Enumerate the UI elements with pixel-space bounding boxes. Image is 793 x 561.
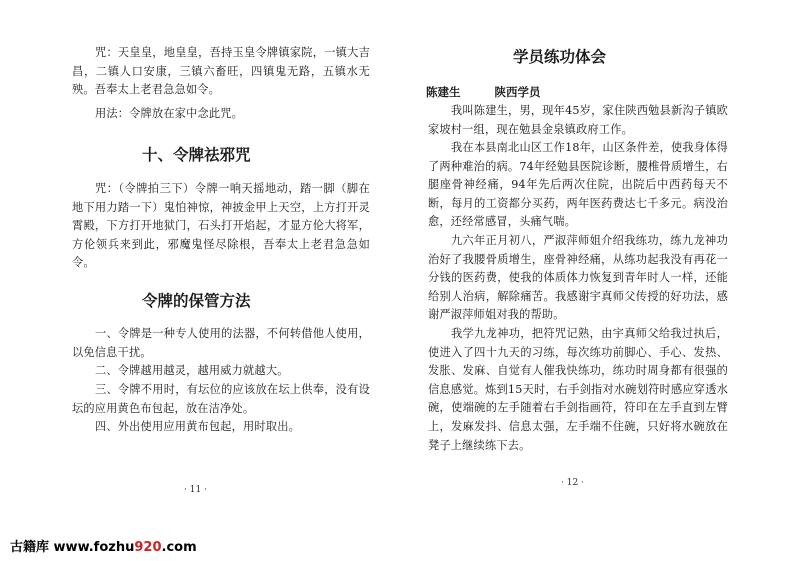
incantation-text-2: 咒：（令牌拍三下）令牌一响天摇地动，踏一脚（脚在地下用力踏一下）鬼怕神惊，神披金甲上天空，上方打开灵霄殿，下方打开地狱门，石头打开焰起，才显方伦大将军，方伦领兵来到此，邪魔鬼怪尽除根，吾奉太上老君急急如令。 — [72, 182, 370, 270]
storage-title: 令牌的保管方法 — [142, 291, 251, 310]
author-line — [426, 84, 541, 100]
section-10-title: 十、令牌祛邪咒 — [142, 145, 251, 164]
right-page — [397, 0, 793, 520]
left-page — [0, 0, 396, 520]
testimonial-title: 学员练功体会 — [513, 47, 607, 66]
rule-1: 一、令牌是一种专人使用的法器，不何转借他人使用，以免信息干扰。 — [72, 327, 370, 359]
right-page-number: · 12 · — [561, 478, 584, 488]
site-watermark — [10, 536, 197, 555]
usage-text: 用法：令牌放在家中念此咒。 — [95, 107, 244, 120]
incantation-text-1: 咒：天皇皇，地皇皇，吾持玉皇令牌镇家院，一镇大吉昌，二镇人口安康，三镇六畜旺，四镇鬼无路，五镇水无殃。吾奉太上老君急急如令。 — [72, 46, 370, 97]
left-page-number: · 11 · — [184, 485, 207, 495]
author-name: 陈建生 — [426, 85, 461, 99]
testimonial-para-2: 我在本县南北山区工作18年，山区条件差，使我身体得了两种难治的病。74年经勉县医院诊断，腰椎骨质增生，右腿座骨神经痛，94年先后两次住院，出院后中西药每天不断，每月的工资都分买药，两年医药费达七千多元。病没治愈，还经常感冒，头痛气喘。 — [428, 141, 728, 229]
watermark-label: 古籍库 — [10, 540, 50, 555]
rule-4: 四、外出使用应用黄布包起，用时取出。 — [95, 420, 300, 433]
author-role: 陕西学员 — [494, 85, 541, 99]
rule-3: 三、令牌不用时，有坛位的应该放在坛上供奉，没有设坛的应用黄色布包起，放在洁净处。 — [72, 383, 370, 415]
watermark-url[interactable]: www.fozhu920.com — [53, 540, 197, 555]
testimonial-para-1: 我叫陈建生，男，现年45岁，家住陕西勉县新沟子镇欧家坡村一组，现在勉县金泉镇政府工作。 — [428, 104, 728, 136]
testimonial-para-4: 我学九龙神功，把符咒记熟，由宇真师父给我过执后，使进入了四十九天的习练，每次练功前脚心、手心、发热、发胀、发麻、自觉有人催我快练功，练功时周身都有很强的信息感觉。炼到15天时，右手剑指对水碗划符时感应穿透水碗，使端碗的左手随着右手剑指画符，符印在左手直到左臂上，发麻发抖、信息太强，左手端不住碗，只好将水碗放在凳子上继续练下去。 — [428, 327, 728, 452]
rule-2: 二、令牌越用越灵，越用威力就越大。 — [95, 364, 289, 377]
testimonial-para-3: 九六年正月初八，严淑萍师姐介绍我练功，练九龙神功治好了我腰骨质增生，座骨神经痛，从练功起我没有再花一分钱的医药费，使我的体质体力恢复到青年时人一样，还能给别人治病，解除痛苦。我感谢宇真师父传授的好功法，感谢严淑萍师姐对我的帮助。 — [428, 234, 728, 322]
